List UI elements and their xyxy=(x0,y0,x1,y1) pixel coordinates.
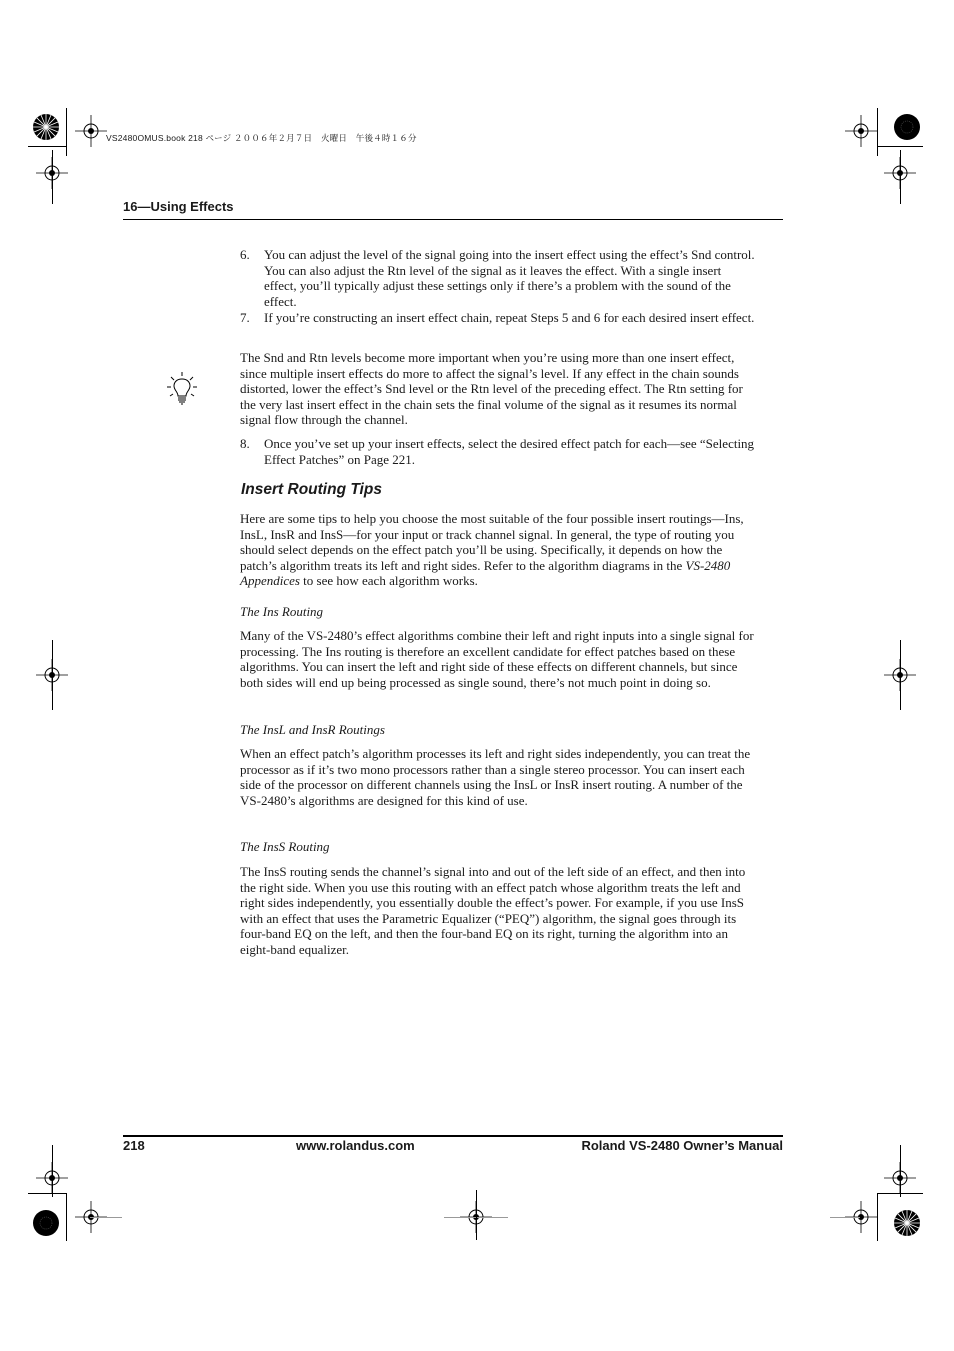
step-item xyxy=(240,436,755,467)
dot-register-mark-icon xyxy=(893,113,921,141)
intro-text: Here are some tips to help you choose the most suitable of the four possible insert routings—Ins, InsL, InsR and InsS—for your input or track channel signal. In general, the type of routing you should select depends on the effect patch you’ll be using. Specifically, it depends on how the patch’s algorithm treats its left and right sides. Refer to the algorithm diagrams in the xyxy=(240,511,744,573)
step-text: You can adjust the level of the signal going into the insert effect using the effect’s Snd control. You can also adjust the Rtn level of the signal as it leaves the effect. With a single insert effect, you’ll typically adjust these settings only if there’s a problem with the sound of the effect. xyxy=(264,247,755,309)
appendix-reference: VS-2480 Appendices xyxy=(240,557,731,589)
running-header: 16—Using Effects xyxy=(123,199,234,214)
step-text: If you’re constructing an insert effect chain, repeat Steps 5 and 6 for each desired insert effect. xyxy=(264,310,755,325)
tip-paragraph: The Snd and Rtn levels become more important when you’re using more than one insert effect, since multiple insert effects do more to affect the signal’s level. If any effect in the chain sounds distorted, lower the effect’s Snd level or the Rtn level of the preceding effect. The Rtn setting for the very last insert effect in the chain sets the final volume of the signal as it resumes its normal signal flow through the channel. xyxy=(240,350,743,428)
crop-line xyxy=(877,108,878,156)
step-text: Once you’ve set up your insert effects, select the desired effect patch for each—see “Selecting Effect Patches” on Page 221. xyxy=(264,436,755,467)
crop-line xyxy=(830,1217,860,1218)
subsection-paragraph: Many of the VS-2480’s effect algorithms combine their left and right inputs into a single signal for processing. The Ins routing is therefore an excellent candidate for effect patches based on these algorithms. You can insert the left and right side of these effects on different channels, but since both sides will end up being processed as single sound, there’s not much point in doing so. xyxy=(240,628,754,690)
starburst-register-mark-icon xyxy=(32,113,60,141)
step-item xyxy=(240,247,755,309)
starburst-register-mark-icon xyxy=(893,1209,921,1237)
crop-line xyxy=(52,640,53,710)
subsection-title: The Ins Routing xyxy=(240,604,324,619)
dot-register-mark-icon xyxy=(32,1209,60,1237)
crop-line xyxy=(900,640,901,710)
lightbulb-tip-icon xyxy=(166,371,198,407)
crop-line xyxy=(90,1217,122,1218)
subsection-paragraph: When an effect patch’s algorithm processes its left and right sides independently, you can treat the processor as if it’s two mono processors rather than a single stereo processor. You can insert each side of the processor on different channels using the InsL or InsR insert routing. A number of the VS-2480’s algorithms are designed for this kind of use. xyxy=(240,746,751,808)
crosshair-mark-icon xyxy=(884,157,916,189)
step-item xyxy=(240,310,755,326)
crop-line xyxy=(28,146,66,147)
crosshair-mark-icon xyxy=(845,115,877,147)
manual-title: Roland VS-2480 Owner’s Manual xyxy=(581,1138,783,1153)
subsection-title: The InsL and InsR Routings xyxy=(240,722,385,737)
header-rule xyxy=(123,219,783,220)
section-heading: Insert Routing Tips xyxy=(241,481,382,498)
crosshair-mark-icon xyxy=(36,1162,68,1194)
intro-text: to see how each algorithm works. xyxy=(299,573,478,589)
crop-line xyxy=(476,1190,477,1240)
page-number: 218 xyxy=(123,1138,145,1153)
crop-line xyxy=(877,146,923,147)
crop-line xyxy=(66,108,67,156)
subsection-title: The InsS Routing xyxy=(240,839,330,854)
step-number: 8. xyxy=(240,436,250,451)
step-number: 7. xyxy=(240,310,250,325)
crop-line xyxy=(877,1193,878,1241)
website-link[interactable]: www.rolandus.com xyxy=(296,1138,415,1153)
crop-line xyxy=(66,1193,67,1241)
footer-rule xyxy=(123,1135,783,1137)
print-slug: VS2480OMUS.book 218 ページ ２００６年２月７日 火曜日 午後４時１６分 xyxy=(106,133,417,143)
subsection-paragraph: The InsS routing sends the channel’s signal into and out of the left side of an effect, and then into the right side. When you use this routing with an effect patch whose algorithm treats the left and right sides independently, you essentially double the effect’s power. For example, if you use InsS with an effect that uses the Parametric Equalizer (“PEQ”) algorithm, the signal goes through its four-band EQ on the left, and then the four-band EQ on its right, turning the algorithm into an eight-band equalizer. xyxy=(240,864,746,957)
crosshair-mark-icon xyxy=(36,157,68,189)
intro-paragraph xyxy=(240,511,756,589)
crosshair-mark-icon xyxy=(884,1162,916,1194)
step-number: 6. xyxy=(240,247,250,262)
crosshair-mark-icon xyxy=(75,115,107,147)
